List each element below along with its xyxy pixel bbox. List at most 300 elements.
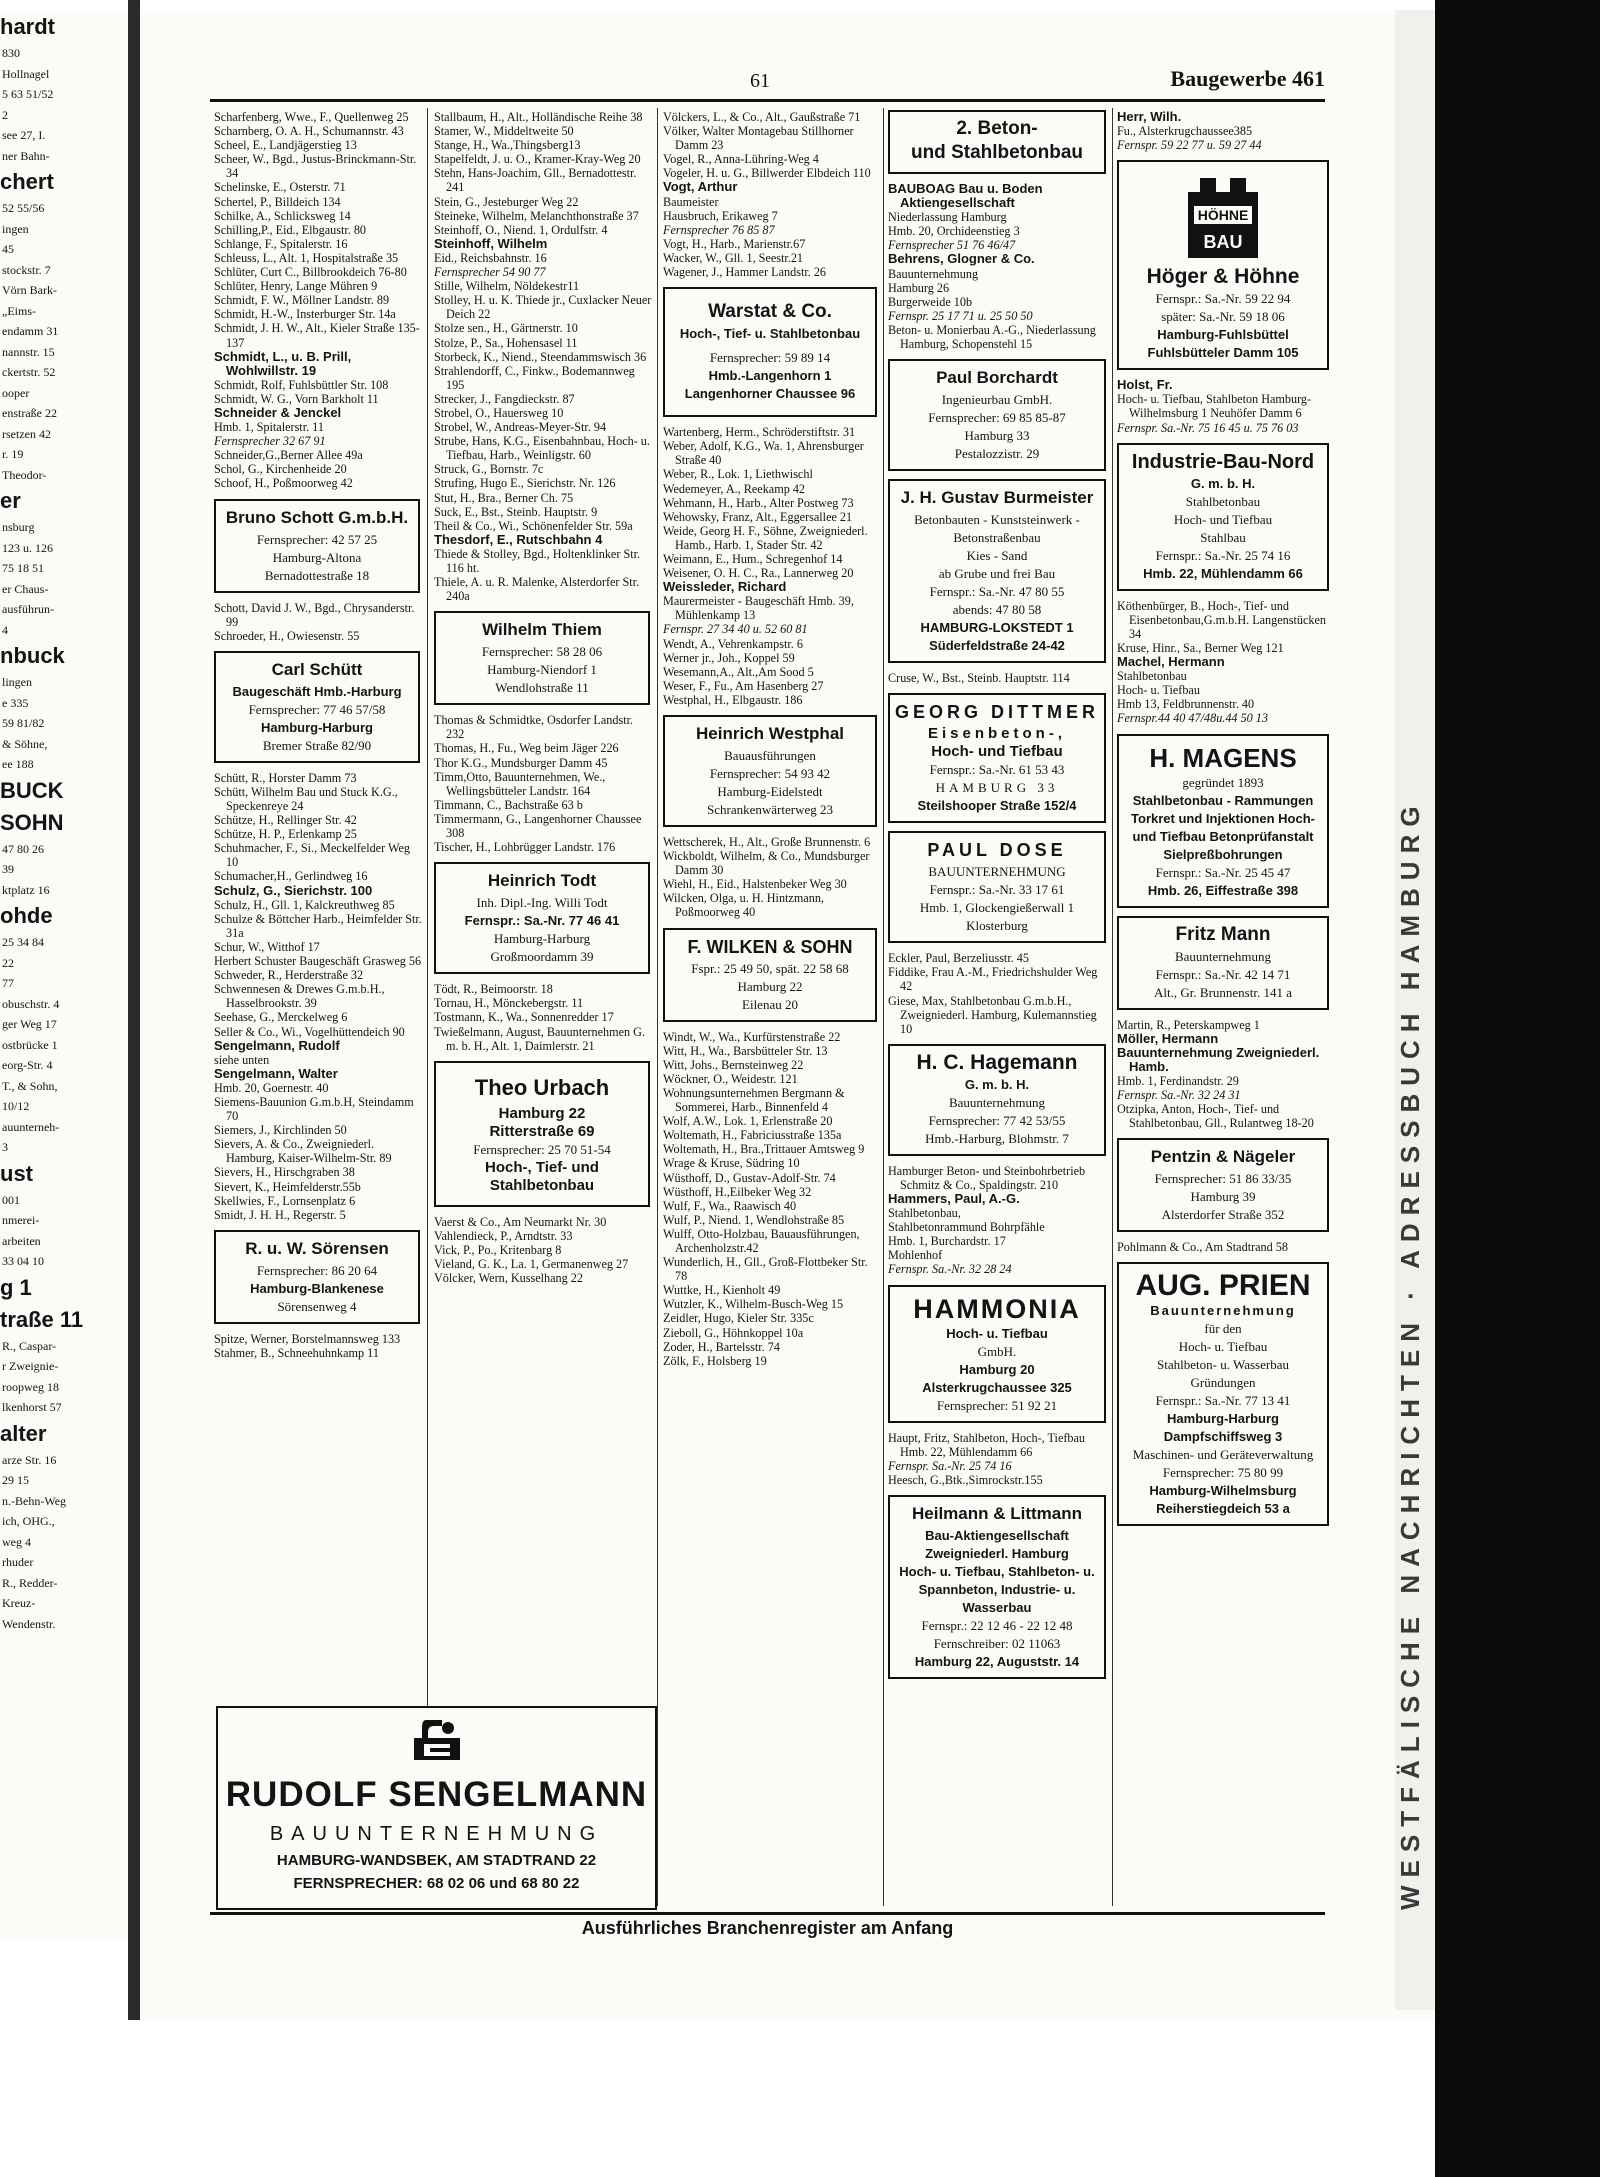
ad-line: Hamburg 33 [964, 428, 1030, 444]
directory-entry: Thiele, A. u. R. Malenke, Alsterdorfer Str. 240a [434, 575, 640, 604]
directory-entry: Struck, G., Bornstr. 7c [434, 462, 544, 477]
fragment-text: 45 [2, 242, 14, 256]
ad-line: Hamburg-Fuhlsbüttel [1157, 327, 1289, 343]
ad-title: Industrie-Bau-Nord [1131, 450, 1315, 473]
ad-phone: Fernsprecher: 69 85 85-87 [928, 410, 1066, 426]
fragment-text: R., Caspar- [2, 1338, 57, 1353]
ad-hoeger-hoehne [1117, 160, 1329, 370]
fragment-text: weg 4 [2, 1534, 31, 1549]
ad-line: Hmb. 1, Glockengießerwall 1 [919, 900, 1075, 916]
fragment-text: arbeiten [2, 1233, 41, 1248]
fragment-text: 77 [2, 976, 14, 990]
svg-text:BAU: BAU [1203, 232, 1243, 253]
directory-entry: Strube, Hans, K.G., Eisenbahnbau, Hoch- u. Tiefbau, Harb., Weinligstr. 60 [434, 434, 650, 463]
ad-title: Heinrich Westphal [696, 724, 844, 743]
directory-entry: Völckers, L., & Co., Alt., Gaußstraße 71 [663, 110, 861, 124]
directory-entry: Herr, Wilh. [1117, 109, 1182, 124]
directory-entry: Vieland, G. K., La. 1, Germanenweg 27 [434, 1256, 629, 1271]
ad-line: Hmb. 22, Mühlendamm 66 [1143, 565, 1303, 581]
directory-entry: Thomas, H., Fu., Weg beim Jäger 226 [434, 741, 619, 756]
directory-entry: Völker, Walter Montagebau Stillhorner Damm 23 [663, 124, 854, 153]
fragment-text: nsburg [2, 520, 35, 534]
ad-line: Ingenieurbau GmbH. [941, 392, 1053, 408]
fragment-text: 22 [2, 955, 14, 970]
fragment-text: obuschstr. 4 [2, 996, 60, 1011]
ad-title: F. WILKEN & SOHN [687, 936, 853, 957]
directory-entry: Schulz, H., Gll. 1, Kalckreuthweg 85 [214, 897, 395, 912]
directory-entry: Stamer, W., Middeltweite 50 [434, 124, 574, 139]
directory-entry: Wilcken, Olga, u. H. Hintzmann, Poßmoorweg 40 [663, 891, 824, 920]
ad-georg-dittmer [888, 693, 1106, 823]
ad-line: abends: 47 80 58 [952, 602, 1042, 618]
fragment-text: ckertstr. 52 [2, 365, 56, 379]
ad-title: Pentzin & Nägeler [1150, 1147, 1296, 1167]
fragment-text: hardt [0, 14, 55, 39]
ad-title: Carl Schütt [271, 659, 363, 679]
ad-phone: Fernsprecher: 58 28 06 [481, 644, 603, 660]
ad-theo-urbach [434, 1061, 650, 1207]
directory-entry: Woltemath, H., Bra.,Trittauer Amtsweg 9 [663, 1142, 865, 1157]
directory-entry: Hmb. 20, Orchideenstieg 3 [888, 224, 1020, 239]
ad-line: gegründet 1893 [1182, 774, 1264, 790]
directory-entry: Baumeister [663, 194, 719, 209]
directory-entry: Stille, Wilhelm, Nöldekestr11 [434, 279, 580, 294]
column-5 [1117, 110, 1331, 1534]
ad-rudolf-sengelmann [216, 1706, 657, 1910]
directory-entry: Heesch, G.,Btk.,Simrockstr.155 [888, 1472, 1043, 1487]
directory-entry: Bauunternehmung [888, 266, 979, 281]
ad-line: Eisenbeton-, [927, 725, 1066, 743]
ad-title: R. u. W. Sörensen [245, 1238, 389, 1258]
page-header [210, 66, 1325, 96]
ad-line: Hamburg-Harburg [1167, 1411, 1279, 1427]
directory-entry: Mohlenhof [888, 1248, 943, 1263]
column-divider [427, 108, 428, 1906]
directory-entry: Strahlendorff, C., Finkw., Bodemannweg 195 [434, 363, 635, 392]
directory-entry: Fernspr. 59 22 77 u. 59 27 44 [1117, 138, 1262, 153]
directory-entry: Machel, Hermann [1117, 654, 1225, 670]
directory-entry: Vogt, Arthur [663, 179, 738, 195]
column-1 [214, 110, 422, 1360]
ad-line: G. m. b. H. [964, 1076, 1030, 1092]
directory-entry: Werner jr., Joh., Koppel 59 [663, 650, 795, 665]
fragment-text: g 1 [0, 1274, 32, 1300]
directory-entry: Weisener, O. H. C., Ra., Lannerweg 20 [663, 566, 854, 581]
directory-entry: Herbert Schuster Baugeschäft Grasweg 56 [214, 954, 422, 969]
directory-entry: Stapelfeldt, J. u. O., Kramer-Kray-Weg 20 [434, 152, 641, 167]
fragment-text: 52 55/56 [2, 201, 45, 215]
ad-title: GEORG DITTMER [895, 702, 1099, 723]
ad-line: Stahlbetonbau [1185, 493, 1261, 509]
ad-phone: Fernspr.: Sa.-Nr. 33 17 61 [929, 882, 1065, 898]
ad-title: Warstat & Co. [708, 301, 832, 323]
directory-entry: Schroeder, H., Owiesenstr. 55 [214, 628, 360, 643]
ad-phone: Fernspr.: Sa.-Nr. 59 22 94 [1155, 291, 1291, 307]
fragment-text: n.-Behn-Weg [2, 1493, 67, 1508]
directory-entry: Fu., Alsterkrugchaussee385 [1117, 124, 1253, 139]
directory-entry: Sievert, K., Heimfelderstr.55b [214, 1179, 361, 1194]
directory-entry: Thor K.G., Mundsburger Damm 45 [434, 755, 608, 770]
directory-entry: Vogt, H., Harb., Marienstr.67 [663, 236, 806, 251]
ad-line: Inh. Dipl.-Ing. Willi Todt [476, 895, 608, 911]
directory-entry: Scharfenberg, Wwe., F., Quellenweg 25 [214, 110, 409, 124]
directory-entry: Schütt, R., Horster Damm 73 [214, 770, 357, 785]
hoehne-bau-logo [1178, 172, 1268, 262]
directory-entry: Schlüter, Henry, Lange Mühren 9 [214, 279, 378, 294]
ad-line: Hmb.-Langenhorn 1 [708, 368, 832, 384]
directory-entry: Schott, David J. W., Bgd., Chrysanderstr. 99 [214, 600, 415, 629]
section-heading: 2. Beton- [956, 118, 1038, 139]
ad-line: Süderfeldstraße 24-42 [929, 638, 1065, 654]
directory-entry: Schulz, G., Sierichstr. 100 [214, 882, 373, 898]
ad-line: BAUUNTERNEHMUNG [928, 864, 1066, 880]
ad-line: Stahlbeton- u. Wasserbau [1157, 1357, 1289, 1373]
ad-line: Hamburg-Eidelstedt [717, 784, 823, 799]
ad-title: Heinrich Todt [487, 871, 597, 891]
directory-entry: Wöckner, O., Weidestr. 121 [663, 1071, 798, 1086]
directory-entry: Fernspr. 25 17 71 u. 25 50 50 [888, 308, 1033, 323]
ad-line: Hamburg 39 [1190, 1189, 1256, 1205]
directory-entry: Steinhoff, Wilhelm [434, 235, 548, 251]
directory-entry: Haupt, Fritz, Stahlbeton, Hoch-, Tiefbau Hmb. 22, Mühlendamm 66 [888, 1430, 1086, 1459]
fragment-text: rsetzen 42 [2, 426, 51, 441]
fragment-text: ooper [2, 385, 30, 400]
ad-phone: Fspr.: 25 49 50, spät. 22 58 68 [691, 960, 849, 976]
directory-entry: Seller & Co., Wi., Vogelhüttendeich 90 [214, 1024, 405, 1039]
ad-fritz-mann [1117, 916, 1329, 1010]
page-number: 61 [750, 70, 770, 92]
directory-entry: Fiddike, Frau A.-M., Friedrichshulder Weg 42 [888, 965, 1098, 994]
directory-entry: Tödt, R., Beimoorstr. 18 [434, 982, 553, 997]
page-edge-strip [1395, 10, 1435, 2010]
directory-entry: Schmidt, F. W., Möllner Landstr. 89 [214, 293, 390, 308]
directory-entry: Fernspr. 27 34 40 u. 52 60 81 [663, 622, 808, 637]
fragment-text: ohde [0, 903, 53, 928]
ad-line: Zweigniederl. Hamburg [925, 1545, 1069, 1561]
directory-entry: Zieboll, G., Höhnkoppel 10a [663, 1325, 804, 1340]
directory-entry: Fernspr. Sa.-Nr. 25 74 16 [888, 1458, 1012, 1473]
directory-entry: Tischer, H., Lohbrügger Landstr. 176 [434, 840, 616, 855]
fragment-text: 25 34 84 [2, 935, 44, 949]
directory-entry: Timmermann, G., Langenhorner Chaussee 308 [434, 811, 642, 841]
ad-burmeister [888, 479, 1106, 663]
directory-entry: Wunderlich, H., Gll., Groß-Flottbeker Str. 78 [663, 1255, 868, 1284]
fragment-text: auunterneh- [2, 1119, 60, 1134]
fragment-text: „Eims- [2, 303, 36, 318]
directory-entry: Stahlbetonbau [1117, 669, 1187, 684]
fragment-text: R., Redder- [2, 1575, 58, 1590]
ad-phone: Fernsprecher: 86 20 64 [256, 1262, 378, 1278]
directory-entry: Thiede & Stolley, Bgd., Holtenklinker Str. 116 ht. [434, 546, 641, 575]
fragment-text: ktplatz 16 [2, 882, 50, 897]
fragment-text: nmerei- [2, 1213, 40, 1227]
directory-entry: Wulf, P., Niend. 1, Wendlohstraße 85 [663, 1212, 845, 1227]
fragment-text: ausführun- [2, 602, 54, 616]
column-divider [1112, 108, 1113, 1906]
fragment-text: Theodor- [2, 467, 47, 482]
directory-entry: Bauunternehmung Zweigniederl. Hamb. [1117, 1044, 1320, 1074]
ad-title: J. H. Gustav Burmeister [900, 488, 1094, 508]
fragment-text: BUCK [0, 777, 64, 803]
directory-entry: Stein, G., Jesteburger Weg 22 [434, 194, 579, 209]
fragment-text: chert [0, 169, 54, 194]
directory-entry: Windt, W., Wa., Kurfürstenstraße 22 [663, 1029, 841, 1044]
directory-entry: Holst, Fr. [1117, 377, 1173, 393]
directory-entry: Scharnberg, O. A. H., Schumannstr. 43 [214, 124, 404, 139]
fragment-text: endamm 31 [2, 324, 59, 338]
ad-phone: Fernspr.: Sa.-Nr. 77 13 41 [1155, 1393, 1291, 1409]
directory-entry: Schwennesen & Drewes G.m.b.H., Hasselbrookstr. 39 [214, 982, 385, 1011]
fragment-text: roopweg 18 [2, 1379, 59, 1394]
directory-entry: Siemers, J., Kirchlinden 50 [214, 1123, 347, 1138]
ad-title: Bruno Schott G.m.b.H. [225, 507, 409, 527]
ad-line: Ritterstraße 69 [489, 1122, 595, 1140]
directory-entry: Wuttke, H., Kienholt 49 [663, 1283, 781, 1298]
fragment-text: alter [0, 1420, 47, 1446]
directory-entry: Schlüter, Curt C., Billbrookdeich 76-80 [214, 265, 407, 280]
ad-paul-dose [888, 831, 1106, 943]
svg-text:HÖHNE: HÖHNE [1197, 207, 1249, 224]
directory-entry: Weber, R., Lok. 1, Liethwischl [663, 467, 813, 482]
ad-title: AUG. PRIEN [1135, 1269, 1311, 1303]
directory-entry: Stahlbetonrammund Bohrpfähle [888, 1220, 1045, 1235]
directory-entry: Wüsthoff, H.,Eilbeker Weg 32 [663, 1184, 812, 1199]
ad-title: Heilmann & Littmann [911, 1503, 1082, 1523]
directory-entry: Behrens, Glogner & Co. [888, 251, 1035, 267]
ad-line: Fuhlsbütteler Damm 105 [1147, 345, 1299, 361]
section-heading-box [888, 110, 1106, 174]
directory-entry: Schoof, H., Poßmoorweg 42 [214, 476, 353, 491]
edge-text: WESTFÄLISCHE NACHRICHTEN · ADRESSBUCH HAMBURG [1395, 798, 1425, 1910]
ad-line: Hamburg-Altona [272, 549, 362, 565]
fragment-text: lingen [2, 675, 32, 689]
ad-phone: Fernsprecher: 54 93 42 [709, 766, 831, 781]
fragment-text: ner Bahn- [2, 148, 50, 163]
fragment-text: 3 [2, 1140, 8, 1154]
ad-line: Hoch- und Tiefbau [931, 743, 1063, 761]
ad-phone: Fernspr.: Sa.-Nr. 47 80 55 [929, 584, 1065, 600]
directory-entry: Fernsprecher 51 76 46/47 [888, 238, 1016, 253]
directory-entry: Scheel, E., Landjägerstieg 13 [214, 138, 357, 153]
ad-title: PAUL DOSE [927, 840, 1067, 861]
directory-entry: Witt, H., Wa., Barsbütteler Str. 13 [663, 1043, 828, 1058]
directory-entry: Weide, Georg H. F., Söhne, Zweigniederl. Hamb., Harb. 1, Stader Str. 42 [663, 523, 868, 552]
fragment-text: 4 [2, 622, 8, 637]
directory-entry: Kruse, Hinr., Sa., Berner Weg 121 [1117, 640, 1284, 655]
directory-entry: Sievers, A. & Co., Zweigniederl. Hamburg, Kaiser-Wilhelm-Str. 89 [214, 1137, 392, 1166]
directory-entry: Wagener, J., Hammer Landstr. 26 [663, 265, 827, 280]
ad-line: Hamburg 22 [737, 978, 803, 994]
directory-entry: Hamburger Beton- und Steinbohrbetrieb Schmitz & Co., Spaldingstr. 210 [888, 1163, 1086, 1192]
ad-address: HAMBURG-WANDSBEK, AM STADTRAND 22 [276, 1852, 597, 1869]
ad-line: Schrankenwärterweg 23 [707, 802, 833, 817]
ad-line: GmbH. [977, 1343, 1017, 1359]
directory-entry: Skellwies, F., Lornsenplatz 6 [214, 1193, 356, 1208]
ad-line: Hamburg 22 [498, 1104, 586, 1122]
directory-entry: Schneider,G.,Berner Allee 49a [214, 448, 363, 463]
ad-line: BAUUNTERNEHMUNG [269, 1823, 604, 1845]
ad-line: Wendlohstraße 11 [495, 680, 589, 696]
fragment-text: T., & Sohn, [2, 1078, 58, 1093]
directory-entry: Wacker, W., Gll. 1, Seestr.21 [663, 250, 804, 265]
fragment-text: see 27, I. [2, 128, 46, 142]
directory-entry: Wickboldt, Wilhelm, & Co., Mundsburger Damm 30 [663, 849, 870, 878]
page-footer: Ausführliches Branchenregister am Anfang [581, 1918, 954, 1938]
fragment-text: ostbrücke 1 [2, 1037, 58, 1052]
directory-entry: Sengelmann, Rudolf [214, 1037, 340, 1053]
ad-line: Bauunternehmung [948, 1094, 1046, 1110]
directory-entry: Schweder, R., Herderstraße 32 [214, 968, 364, 983]
directory-entry: Stahlbetonbau, [888, 1206, 961, 1221]
directory-entry: Wehowsky, Franz, Alt., Eggersallee 21 [663, 509, 853, 524]
directory-entry: Hmb. 1, Spitalerstr. 11 [214, 420, 324, 435]
directory-entry: Schuhmacher, F., Si., Meckelfelder Weg 10 [214, 841, 410, 870]
ad-line: Alt., Gr. Brunnenstr. 141 a [1154, 984, 1292, 1000]
directory-entry: Vogel, R., Anna-Lühring-Weg 4 [663, 152, 819, 167]
directory-entry: Woltemath, H., Fabriciusstraße 135a [663, 1128, 842, 1143]
header-rule [210, 99, 1325, 102]
ad-line: Gründungen [1190, 1375, 1256, 1391]
ad-line: Maschinen- und Geräteverwaltung [1132, 1447, 1314, 1463]
directory-entry: Wrage & Kruse, Südring 10 [663, 1156, 800, 1171]
column-3 [663, 110, 879, 1368]
directory-entry: Schur, W., Witthof 17 [214, 939, 320, 954]
ad-phone: Fernsprecher: 59 89 14 [709, 350, 831, 366]
directory-entry: Wohnungsunternehmen Bergmann & Sommerei, Harb., Binnenfeld 4 [663, 1085, 845, 1115]
directory-entry: Westphal, H., Elbgaustr. 186 [663, 692, 803, 707]
ad-f-wilken [663, 928, 877, 1022]
directory-entry: Fernsprecher 32 67 91 [214, 434, 326, 449]
directory-entry: Weser, F., Fu., Am Hasenberg 27 [663, 678, 824, 693]
directory-entry: Eckler, Paul, Berzeliusstr. 45 [888, 951, 1029, 966]
ad-phone: Fernspr.: Sa.-Nr. 42 14 71 [1155, 966, 1291, 982]
ad-title: H. C. Hagemann [916, 1050, 1078, 1074]
ad-line: Bauunternehmung [1150, 1303, 1296, 1319]
fragment-text: ger Weg 17 [2, 1017, 57, 1031]
directory-entry: Seehase, G., Merckelweg 6 [214, 1010, 348, 1025]
ad-line: Baugeschäft Hmb.-Harburg [232, 683, 402, 699]
fragment-text: arze Str. 16 [2, 1452, 57, 1467]
ad-line: Bremer Straße 82/90 [262, 737, 372, 753]
ad-phone: Fernspr.: 22 12 46 - 22 12 48 [921, 1617, 1073, 1633]
ad-line: Langenhorner Chaussee 96 [684, 386, 856, 402]
directory-entry: Fernspr. Sa.-Nr. 32 24 31 [1117, 1087, 1241, 1102]
ad-title: Fritz Mann [1175, 923, 1271, 945]
directory-entry: Schütze, H., Rellinger Str. 42 [214, 813, 357, 828]
ad-line: Hoch- u. Tiefbau [946, 1325, 1048, 1341]
directory-entry: Völcker, Wern, Kusselhang 22 [434, 1271, 583, 1286]
ad-line: Eilenau 20 [742, 996, 798, 1012]
directory-entry: Wulf, F., Wa., Raawisch 40 [663, 1198, 797, 1213]
directory-entry: Maurermeister - Baugeschäft Hmb. 39, Mühlenkamp 13 [663, 594, 854, 623]
ad-title: Theo Urbach [474, 1074, 610, 1100]
ad-line: Hamburg-Harburg [493, 931, 591, 947]
previous-page-fragment [0, 10, 128, 1940]
ad-h-magens [1117, 734, 1329, 908]
ad-phone: FERNSPRECHER: 68 02 06 und 68 80 22 [293, 1875, 580, 1892]
directory-entry: Wartenberg, Herm., Schröderstiftstr. 31 [663, 425, 856, 440]
fragment-text: 5 63 51/52 [2, 87, 54, 101]
directory-entry: Wedemeyer, A., Reekamp 42 [663, 481, 806, 496]
ad-carl-schuett [214, 651, 420, 763]
ad-title: Höger & Höhne [1146, 265, 1300, 289]
directory-entry: Hamburg 26 [888, 280, 950, 295]
directory-entry: Schulze & Böttcher Harb., Heimfelder Str. 31a [214, 911, 422, 940]
directory-entry: Theil & Co., Wi., Schönenfelder Str. 59a [434, 518, 633, 533]
directory-entry: Storbeck, K., Niend., Steendammswisch 36 [434, 349, 647, 364]
ad-line: Hoch- und Tiefbau [1173, 511, 1273, 527]
directory-entry: Vick, P., Po., Kritenbarg 8 [434, 1242, 562, 1257]
directory-entry: Wehmann, H., Harb., Alter Postweg 73 [663, 495, 854, 510]
directory-entry: Hmb 13, Feldbrunnenstr. 40 [1117, 697, 1255, 712]
directory-entry: BAUBOAG Bau u. Boden Aktiengesellschaft [888, 181, 1043, 211]
fragment-text: 59 81/82 [2, 716, 45, 730]
directory-entry: Pohlmann & Co., Am Stadtrand 58 [1117, 1240, 1288, 1255]
column-divider [657, 108, 658, 1906]
ad-line: Großmoordamm 39 [490, 949, 594, 965]
fragment-text: nannstr. 15 [2, 344, 55, 359]
ad-hammonia [888, 1285, 1106, 1423]
ad-line: HAMBURG-LOKSTEDT 1 [920, 620, 1074, 636]
ad-line: Klosterburg [966, 918, 1028, 934]
directory-entry: Martin, R., Peterskampweg 1 [1117, 1017, 1260, 1032]
fragment-text: 47 80 26 [2, 841, 44, 856]
column-4 [888, 110, 1108, 1687]
directory-entry: Wutzler, K., Wilhelm-Busch-Weg 15 [663, 1297, 844, 1312]
directory-entry: Wüsthoff, D., Gustav-Adolf-Str. 74 [663, 1170, 836, 1185]
ad-hc-hagemann [888, 1044, 1106, 1156]
directory-entry: Wiehl, H., Eid., Halstenbeker Weg 30 [663, 877, 847, 892]
fragment-text: enstraße 22 [2, 406, 57, 420]
directory-entry: Fernspr.44 40 47/48u.44 50 13 [1117, 711, 1268, 726]
directory-entry: Thomas & Schmidtke, Osdorfer Landstr. 232 [434, 713, 634, 742]
directory-entry: Weimann, E., Hum., Schregenhof 14 [663, 551, 843, 566]
ad-phone: Fernsprecher: 75 80 99 [1162, 1465, 1284, 1481]
directory-entry: Schilke, A., Schlicksweg 14 [214, 208, 351, 223]
fragment-text: ee 188 [2, 757, 34, 771]
ad-line: Hoch- u. Tiefbau [1178, 1339, 1268, 1355]
ad-phone: Fernspr.: Sa.-Nr. 77 46 41 [464, 913, 620, 929]
directory-entry: Cruse, W., Bst., Steinb. Hauptstr. 114 [888, 671, 1070, 686]
ad-line: Hoch-, Tief- u. Stahlbetonbau [679, 326, 861, 342]
fragment-text: er Chaus- [2, 581, 49, 596]
ad-line: Kies - Sand [966, 548, 1028, 564]
directory-entry: Smidt, J. H. H., Regerstr. 5 [214, 1207, 346, 1222]
fragment-text: r. 19 [2, 447, 24, 461]
directory-entry: Möller, Hermann [1117, 1030, 1219, 1046]
directory-entry: Scheer, W., Bgd., Justus-Brinckmann-Str. 34 [214, 152, 417, 181]
directory-entry: Strecker, J., Fangdieckstr. 87 [434, 391, 575, 406]
directory-entry: Fernspr. Sa.-Nr. 32 28 24 [888, 1262, 1012, 1277]
fragment-text: 2 [2, 107, 8, 122]
directory-entry: Niederlassung Hamburg [888, 210, 1007, 225]
sengelmann-logo-icon [412, 1716, 462, 1762]
ad-title: HAMMONIA [913, 1293, 1081, 1324]
fragment-text: Wendenstr. [2, 1616, 56, 1631]
directory-entry: Zoder, H., Bartelsstr. 74 [663, 1339, 780, 1354]
directory-entry: Suck, E., Bst., Steinb. Hauptstr. 9 [434, 504, 598, 519]
directory-entry: Timm,Otto, Bauunternehmen, We., Wellingsbütteler Landstr. 164 [434, 769, 606, 798]
directory-entry: Stallbaum, H., Alt., Holländische Reihe 38 [434, 110, 643, 124]
directory-entry: Tostmann, K., Wa., Sonnenredder 17 [434, 1010, 614, 1025]
directory-entry: Schneider & Jenckel [214, 404, 342, 420]
directory-entry: Schol, G., Kirchenheide 20 [214, 462, 347, 477]
ad-soerensen [214, 1230, 420, 1324]
ad-line: Hamburg-Niendorf 1 [487, 662, 597, 678]
ad-line: Dampfschiffsweg 3 [1163, 1429, 1283, 1445]
column-2 [434, 110, 652, 1285]
directory-entry: Hmb. 20, Goernestr. 40 [214, 1080, 329, 1095]
